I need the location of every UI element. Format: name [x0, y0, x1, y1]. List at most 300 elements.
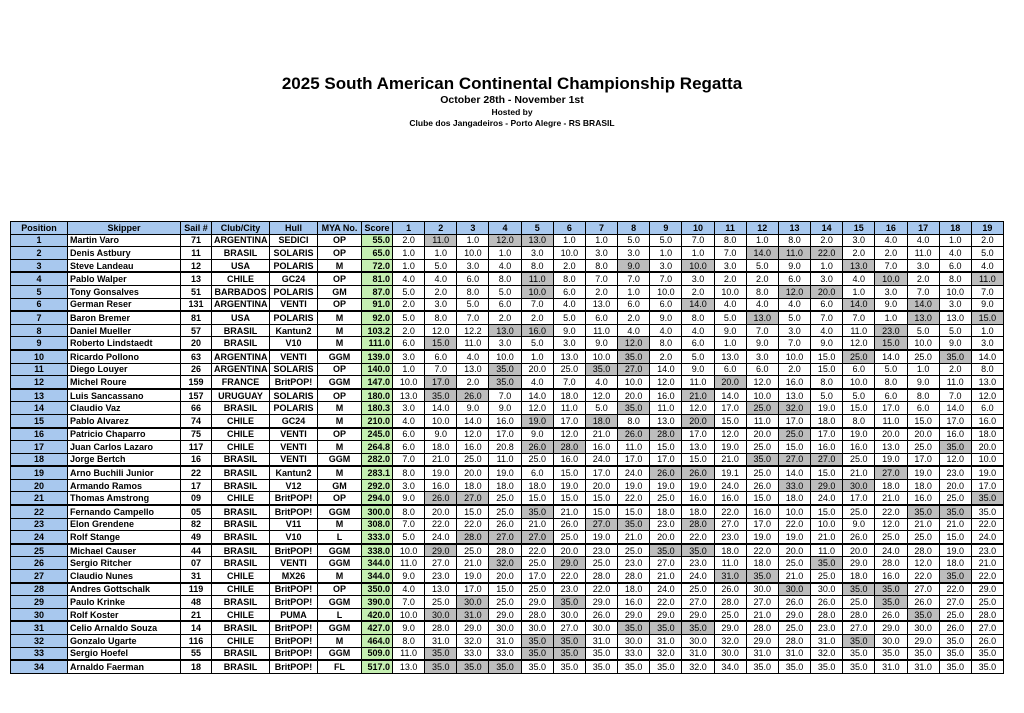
race-result: 5.0	[714, 311, 746, 324]
race-result: 8.0	[393, 635, 425, 648]
race-result: 18.0	[425, 441, 457, 454]
race-result: 18.0	[682, 505, 714, 518]
race-result: 6.0	[714, 363, 746, 376]
table-row	[11, 531, 1004, 544]
race-result: 26.0	[714, 583, 746, 596]
race-result-discarded: 27.0	[778, 453, 810, 466]
mya-class-cell: M	[318, 635, 362, 648]
header-row	[11, 222, 1004, 235]
sail-number-cell: 82	[181, 518, 212, 531]
race-result-discarded: 35.0	[843, 635, 875, 648]
race-result: 23.0	[585, 544, 617, 557]
race-result: 24.0	[811, 492, 843, 505]
race-result: 22.0	[714, 505, 746, 518]
race-result: 4.0	[521, 376, 553, 389]
race-result: 27.0	[939, 596, 971, 609]
race-result: 22.0	[553, 570, 585, 583]
skipper-cell: Martin Varo	[68, 234, 181, 247]
sail-number-cell: 21	[181, 608, 212, 621]
race-result-discarded: 26.0	[457, 389, 489, 402]
race-result: 25.0	[585, 557, 617, 570]
sail-number-cell: 48	[181, 596, 212, 609]
table-row	[11, 479, 1004, 492]
position-cell: 11	[11, 363, 68, 376]
race-result: 19.0	[489, 466, 521, 479]
position-cell: 17	[11, 441, 68, 454]
column-header: 9	[650, 222, 682, 235]
race-result: 19.0	[971, 466, 1003, 479]
race-result: 35.0	[746, 660, 778, 673]
race-result: 1.0	[553, 234, 585, 247]
race-result: 25.0	[618, 544, 650, 557]
race-result: 6.0	[393, 428, 425, 441]
position-cell: 1	[11, 234, 68, 247]
sail-number-cell: 26	[181, 363, 212, 376]
mya-class-cell: M	[318, 570, 362, 583]
table-row	[11, 466, 1004, 479]
club-cell: BRASIL	[212, 557, 270, 570]
race-result: 25.0	[746, 466, 778, 479]
score-cell: 65.0	[362, 247, 393, 260]
skipper-cell: Fernando Campello	[68, 505, 181, 518]
table-row	[11, 402, 1004, 415]
race-result: 23.0	[650, 518, 682, 531]
score-cell: 139.0	[362, 350, 393, 363]
table-row	[11, 544, 1004, 557]
race-result: 25.0	[778, 557, 810, 570]
race-result-discarded: 35.0	[457, 660, 489, 673]
race-result: 18.0	[907, 479, 939, 492]
race-result: 13.0	[682, 441, 714, 454]
race-result: 23.0	[811, 621, 843, 634]
race-result: 8.0	[746, 285, 778, 298]
race-result: 6.0	[618, 298, 650, 311]
race-result: 25.0	[489, 596, 521, 609]
club-cell: BRASIL	[212, 453, 270, 466]
race-result: 26.0	[585, 608, 617, 621]
race-result: 28.0	[714, 596, 746, 609]
race-result: 8.0	[585, 259, 617, 272]
race-result-discarded: 14.0	[746, 247, 778, 260]
race-result-discarded: 10.0	[521, 285, 553, 298]
race-result-discarded: 35.0	[489, 363, 521, 376]
race-result-discarded: 35.0	[553, 647, 585, 660]
race-result: 2.0	[585, 285, 617, 298]
race-result-discarded: 14.0	[682, 298, 714, 311]
race-result: 27.0	[553, 621, 585, 634]
race-result-discarded: 25.0	[843, 350, 875, 363]
club-cell: CHILE	[212, 428, 270, 441]
hull-cell: V10	[270, 337, 318, 350]
race-result: 21.0	[875, 492, 907, 505]
race-result: 2.0	[746, 272, 778, 285]
hull-cell: VENTI	[270, 350, 318, 363]
position-cell: 25	[11, 544, 68, 557]
column-header: 16	[875, 222, 907, 235]
sail-number-cell: 18	[181, 660, 212, 673]
position-cell: 33	[11, 647, 68, 660]
race-result: 29.0	[714, 621, 746, 634]
race-result: 8.0	[778, 234, 810, 247]
race-result: 16.0	[553, 453, 585, 466]
race-result: 5.0	[971, 247, 1003, 260]
race-result: 8.0	[425, 311, 457, 324]
position-cell: 16	[11, 428, 68, 441]
race-result: 25.0	[521, 583, 553, 596]
race-result: 12.0	[875, 518, 907, 531]
race-result: 18.0	[778, 492, 810, 505]
race-result-discarded: 30.0	[778, 583, 810, 596]
race-result: 35.0	[585, 647, 617, 660]
score-cell: 180.3	[362, 402, 393, 415]
race-result: 4.0	[393, 272, 425, 285]
mya-class-cell: GGM	[318, 505, 362, 518]
race-result: 1.0	[843, 285, 875, 298]
race-result: 21.0	[425, 453, 457, 466]
race-result: 11.0	[682, 376, 714, 389]
race-result: 18.0	[746, 557, 778, 570]
race-result-discarded: 11.0	[521, 272, 553, 285]
race-result-discarded: 35.0	[618, 350, 650, 363]
race-result: 7.0	[875, 259, 907, 272]
race-result: 8.0	[875, 376, 907, 389]
sail-number-cell: 44	[181, 544, 212, 557]
race-result: 17.0	[875, 402, 907, 415]
race-result: 1.0	[971, 324, 1003, 337]
race-result: 16.0	[457, 441, 489, 454]
club-cell: BRASIL	[212, 660, 270, 673]
score-cell: 92.0	[362, 311, 393, 324]
race-result: 35.0	[971, 647, 1003, 660]
race-result-discarded: 29.0	[553, 557, 585, 570]
race-result: 20.8	[489, 441, 521, 454]
race-result: 12.2	[457, 324, 489, 337]
race-result: 19.0	[875, 453, 907, 466]
race-result: 4.0	[425, 272, 457, 285]
race-result: 28.0	[425, 621, 457, 634]
race-result: 3.0	[553, 337, 585, 350]
race-result: 33.0	[618, 647, 650, 660]
race-result: 3.0	[457, 259, 489, 272]
race-result: 27.0	[971, 621, 1003, 634]
race-result: 10.0	[778, 350, 810, 363]
skipper-cell: Ricardo Pollono	[68, 350, 181, 363]
race-result: 4.0	[553, 298, 585, 311]
race-result: 4.0	[939, 247, 971, 260]
race-result: 1.0	[585, 234, 617, 247]
table-row	[11, 635, 1004, 648]
race-result: 7.0	[457, 311, 489, 324]
race-result: 13.0	[393, 389, 425, 402]
table-row	[11, 647, 1004, 660]
race-result: 20.0	[521, 363, 553, 376]
race-result: 26.0	[939, 621, 971, 634]
race-result: 2.0	[618, 311, 650, 324]
race-result-discarded: 35.0	[521, 505, 553, 518]
race-result-discarded: 35.0	[618, 402, 650, 415]
race-result: 8.0	[489, 272, 521, 285]
race-result: 19.0	[843, 428, 875, 441]
race-result-discarded: 29.0	[811, 479, 843, 492]
race-result: 35.0	[553, 660, 585, 673]
race-result: 31.0	[489, 635, 521, 648]
table-row	[11, 389, 1004, 402]
race-result: 23.0	[425, 570, 457, 583]
race-result: 5.0	[553, 311, 585, 324]
race-result: 1.0	[939, 234, 971, 247]
score-cell: 103.2	[362, 324, 393, 337]
race-result: 7.0	[682, 234, 714, 247]
club-cell: BRASIL	[212, 324, 270, 337]
column-header: Skipper	[68, 222, 181, 235]
skipper-cell: Paulo Krinke	[68, 596, 181, 609]
race-result: 16.0	[875, 570, 907, 583]
race-result: 27.0	[425, 557, 457, 570]
race-result: 26.0	[907, 596, 939, 609]
hull-cell: Kantun2	[270, 324, 318, 337]
race-result-discarded: 20.0	[682, 414, 714, 427]
column-header: 1	[393, 222, 425, 235]
race-result: 11.0	[489, 453, 521, 466]
position-cell: 7	[11, 311, 68, 324]
race-result-discarded: 13.0	[489, 324, 521, 337]
race-result: 3.0	[907, 259, 939, 272]
column-header: 15	[843, 222, 875, 235]
column-header: 19	[971, 222, 1003, 235]
race-result: 29.0	[843, 557, 875, 570]
skipper-cell: Luis Sancassano	[68, 389, 181, 402]
race-result: 35.0	[811, 660, 843, 673]
race-result-discarded: 11.0	[778, 247, 810, 260]
race-result: 6.0	[939, 259, 971, 272]
race-result: 7.0	[811, 311, 843, 324]
race-result: 7.0	[650, 272, 682, 285]
race-result: 31.0	[907, 660, 939, 673]
race-result: 2.0	[843, 247, 875, 260]
position-cell: 10	[11, 350, 68, 363]
race-result: 19.0	[939, 544, 971, 557]
race-result-discarded: 25.0	[746, 402, 778, 415]
column-header: 6	[553, 222, 585, 235]
column-header: 5	[521, 222, 553, 235]
race-result: 20.0	[843, 544, 875, 557]
race-result: 17.0	[843, 492, 875, 505]
race-result: 17.0	[939, 414, 971, 427]
skipper-cell: Sergio Ritcher	[68, 557, 181, 570]
position-cell: 18	[11, 453, 68, 466]
hull-cell: POLARIS	[270, 402, 318, 415]
race-result: 9.0	[811, 337, 843, 350]
score-cell: 147.0	[362, 376, 393, 389]
race-result-discarded: 13.0	[746, 311, 778, 324]
sail-number-cell: 05	[181, 505, 212, 518]
race-result: 2.0	[393, 324, 425, 337]
race-result: 1.0	[875, 311, 907, 324]
column-header: 18	[939, 222, 971, 235]
race-result: 25.0	[521, 557, 553, 570]
skipper-cell: Pablo Alvarez	[68, 414, 181, 427]
score-cell: 420.0	[362, 608, 393, 621]
hull-cell: SOLARIS	[270, 389, 318, 402]
race-result-discarded: 35.0	[939, 350, 971, 363]
sail-number-cell: 131	[181, 298, 212, 311]
race-result: 9.0	[457, 402, 489, 415]
race-result: 35.0	[843, 660, 875, 673]
race-result: 1.0	[425, 247, 457, 260]
race-result: 20.0	[875, 428, 907, 441]
score-cell: 245.0	[362, 428, 393, 441]
race-result: 11.0	[714, 557, 746, 570]
mya-class-cell: GGM	[318, 596, 362, 609]
race-result: 10.0	[843, 376, 875, 389]
race-result: 24.0	[618, 466, 650, 479]
club-cell: BRASIL	[212, 337, 270, 350]
race-result: 22.0	[939, 583, 971, 596]
race-result-discarded: 26.0	[618, 428, 650, 441]
race-result: 2.0	[553, 259, 585, 272]
race-result: 22.0	[971, 570, 1003, 583]
sail-number-cell: 12	[181, 259, 212, 272]
race-result: 8.0	[843, 414, 875, 427]
race-result: 17.0	[907, 453, 939, 466]
score-cell: 509.0	[362, 647, 393, 660]
race-result: 2.0	[457, 376, 489, 389]
race-result: 28.0	[618, 570, 650, 583]
race-result: 17.0	[682, 428, 714, 441]
race-result: 20.0	[778, 544, 810, 557]
skipper-cell: Sergio Hoefel	[68, 647, 181, 660]
race-result: 14.0	[521, 389, 553, 402]
hull-cell: VENTI	[270, 428, 318, 441]
race-result: 22.0	[875, 505, 907, 518]
race-result: 15.0	[553, 492, 585, 505]
race-result: 21.0	[457, 557, 489, 570]
race-result: 17.0	[489, 428, 521, 441]
race-result: 3.0	[746, 350, 778, 363]
race-result: 15.0	[521, 492, 553, 505]
race-result: 22.0	[907, 570, 939, 583]
race-result: 35.0	[843, 647, 875, 660]
hull-cell: SOLARIS	[270, 247, 318, 260]
race-result: 31.0	[650, 635, 682, 648]
race-result: 11.0	[811, 544, 843, 557]
results-body	[11, 234, 1004, 673]
race-result: 17.0	[553, 414, 585, 427]
score-cell: 111.0	[362, 337, 393, 350]
race-result: 3.0	[618, 247, 650, 260]
race-result-discarded: 35.0	[971, 492, 1003, 505]
race-result: 5.0	[521, 337, 553, 350]
column-header: 11	[714, 222, 746, 235]
race-result: 17.0	[778, 414, 810, 427]
mya-class-cell: GM	[318, 285, 362, 298]
race-result-discarded: 12.0	[618, 337, 650, 350]
score-cell: 91.0	[362, 298, 393, 311]
race-result: 7.0	[907, 285, 939, 298]
race-result: 5.0	[618, 234, 650, 247]
race-result: 2.0	[521, 311, 553, 324]
race-result-discarded: 15.0	[425, 337, 457, 350]
race-result: 4.0	[393, 414, 425, 427]
hull-cell: Kantun2	[270, 466, 318, 479]
race-result: 35.0	[778, 660, 810, 673]
score-cell: 308.0	[362, 518, 393, 531]
race-result-discarded: 35.0	[489, 660, 521, 673]
race-result: 9.0	[971, 298, 1003, 311]
race-result: 7.0	[714, 247, 746, 260]
table-row	[11, 414, 1004, 427]
race-result: 7.0	[425, 363, 457, 376]
race-result: 16.0	[939, 428, 971, 441]
race-result: 1.0	[650, 247, 682, 260]
race-result: 4.0	[393, 583, 425, 596]
table-row	[11, 259, 1004, 272]
race-result: 25.0	[457, 453, 489, 466]
page-header	[0, 74, 1024, 129]
race-result: 9.0	[714, 324, 746, 337]
race-result: 24.0	[714, 479, 746, 492]
race-result: 35.0	[650, 660, 682, 673]
race-result: 31.0	[811, 635, 843, 648]
event-dates: October 28th - November 1st	[440, 94, 584, 106]
race-result: 10.0	[650, 285, 682, 298]
race-result: 1.0	[746, 234, 778, 247]
column-header: Club/City	[212, 222, 270, 235]
race-result: 22.0	[618, 492, 650, 505]
race-result: 10.0	[714, 285, 746, 298]
table-row	[11, 350, 1004, 363]
race-result-discarded: 35.0	[939, 441, 971, 454]
race-result: 5.0	[907, 324, 939, 337]
race-result: 23.0	[714, 531, 746, 544]
race-result: 13.0	[650, 414, 682, 427]
table-row	[11, 363, 1004, 376]
race-result: 25.0	[907, 350, 939, 363]
table-row	[11, 608, 1004, 621]
club-cell: BRASIL	[212, 531, 270, 544]
club-cell: USA	[212, 311, 270, 324]
race-result: 12.0	[714, 428, 746, 441]
club-cell: ARGENTINA	[212, 350, 270, 363]
race-result: 35.0	[971, 505, 1003, 518]
sail-number-cell: 157	[181, 389, 212, 402]
position-cell: 29	[11, 596, 68, 609]
race-result: 19.0	[682, 479, 714, 492]
table-row	[11, 272, 1004, 285]
column-header: Sail #	[181, 222, 212, 235]
race-result-discarded: 27.0	[489, 531, 521, 544]
race-result: 21.0	[650, 570, 682, 583]
race-result: 10.0	[553, 247, 585, 260]
race-result-discarded: 25.0	[778, 428, 810, 441]
race-result: 8.0	[714, 234, 746, 247]
race-result: 18.0	[875, 479, 907, 492]
race-result-discarded: 35.0	[907, 505, 939, 518]
race-result: 25.0	[553, 363, 585, 376]
race-result: 28.0	[746, 621, 778, 634]
skipper-cell: Rolf Koster	[68, 608, 181, 621]
race-result: 4.0	[746, 298, 778, 311]
race-result: 5.0	[393, 531, 425, 544]
table-row	[11, 298, 1004, 311]
column-header: 14	[811, 222, 843, 235]
race-result: 24.0	[425, 531, 457, 544]
race-result-discarded: 26.0	[425, 492, 457, 505]
race-result: 30.0	[811, 583, 843, 596]
mya-class-cell: OP	[318, 389, 362, 402]
club-cell: URUGUAY	[212, 389, 270, 402]
race-result: 17.0	[811, 428, 843, 441]
